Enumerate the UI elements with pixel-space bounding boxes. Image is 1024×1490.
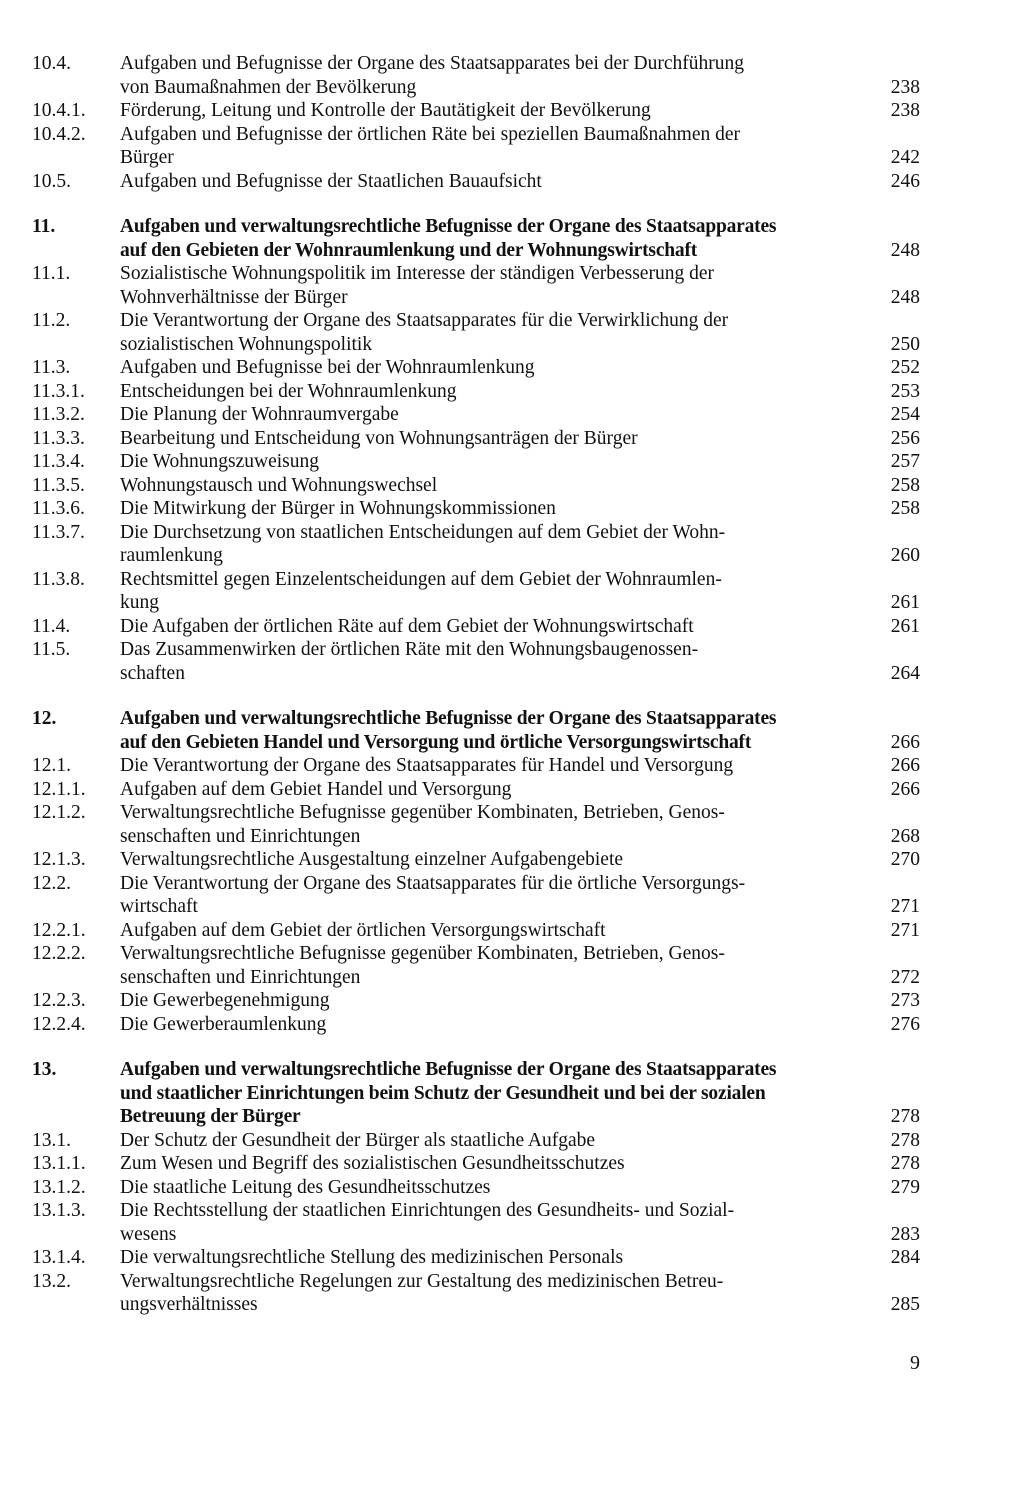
page-reference: 278	[890, 1129, 920, 1151]
section-number: 13.1.4.	[32, 1247, 86, 1268]
section-title-line: Die Wohnungszuweisung	[120, 451, 320, 472]
toc-entry	[32, 615, 920, 639]
section-title-line: auf den Gebieten Handel und Versorgung und örtliche Versorgungswirtschaft	[120, 731, 752, 753]
toc-entry	[32, 521, 920, 568]
section-title-line: senschaften und Einrichtungen	[120, 825, 361, 847]
toc-entry	[32, 170, 920, 194]
toc-entry	[32, 989, 920, 1013]
section-title-line: Die Gewerbegenehmigung	[120, 990, 330, 1011]
section-title	[120, 474, 858, 498]
section-title	[120, 170, 858, 194]
section-title-line: Der Schutz der Gesundheit der Bürger als staatliche Aufgabe	[120, 1129, 596, 1151]
toc-entry	[32, 872, 920, 919]
section-title-line: Verwaltungsrechtliche Regelungen zur Gestaltung des medizinischen Betreu-	[120, 1270, 724, 1292]
toc-entry	[32, 568, 920, 615]
page-number: 9	[910, 1352, 920, 1374]
section-number: 11.1.	[32, 263, 71, 284]
section-number: 12.1.2.	[32, 802, 86, 823]
section-number: 12.1.3.	[32, 849, 86, 870]
section-number: 11.3.2.	[32, 404, 85, 425]
section-title-line: auf den Gebieten der Wohnraumlenkung und der Wohnungswirtschaft	[120, 239, 698, 261]
section-title	[120, 942, 858, 989]
section-number: 10.5.	[32, 170, 71, 192]
section-title-line: ungsverhältnisses	[120, 1294, 258, 1315]
section-title	[120, 568, 858, 615]
section-title	[120, 801, 858, 848]
section-title	[120, 1152, 858, 1176]
section-title-line: Aufgaben und verwaltungsrechtliche Befugnisse der Organe des Staatsapparates	[120, 708, 777, 729]
section-title-line: Rechtsmittel gegen Einzelentscheidungen auf dem Gebiet der Wohnraumlen-	[120, 568, 722, 590]
section-number: 11.4.	[32, 615, 71, 637]
toc-entry	[32, 754, 920, 778]
section-title	[120, 1058, 858, 1129]
section-number: 11.3.5.	[32, 474, 85, 496]
section-title	[120, 848, 858, 872]
toc-entry	[32, 801, 920, 848]
section-number: 13.1.3.	[32, 1200, 86, 1221]
section-title-line: Aufgaben und Befugnisse der örtlichen Räte bei speziellen Baumaßnahmen der	[120, 123, 741, 145]
page-reference: 260	[890, 545, 920, 566]
page-reference: 276	[890, 1013, 920, 1035]
toc-chapter	[32, 215, 920, 262]
section-number: 11.3.	[32, 357, 71, 378]
section-title-line: Die Verantwortung der Organe des Staatsapparates für Handel und Versorgung	[120, 755, 734, 776]
section-title	[120, 497, 858, 521]
toc-entry	[32, 1270, 920, 1317]
page-reference: 264	[890, 662, 920, 684]
section-title	[120, 262, 858, 309]
section-title-line: Verwaltungsrechtliche Ausgestaltung einzelner Aufgabengebiete	[120, 849, 624, 870]
section-title	[120, 450, 858, 474]
section-title-line: Betreuung der Bürger	[120, 1106, 301, 1127]
section-number: 11.3.7.	[32, 521, 85, 543]
section-number: 11.3.1.	[32, 380, 85, 402]
page-reference: 256	[890, 427, 920, 449]
page-reference: 285	[890, 1294, 920, 1315]
section-title-line: Die Verantwortung der Organe des Staatsapparates für die örtliche Versorgungs-	[120, 872, 746, 894]
section-number: 10.4.2.	[32, 123, 86, 145]
page-reference: 242	[890, 147, 920, 168]
section-number: 12.1.	[32, 755, 71, 776]
toc-entry	[32, 1199, 920, 1246]
toc-entry	[32, 262, 920, 309]
section-title-line: sozialistischen Wohnungspolitik	[120, 333, 373, 355]
section-title	[120, 380, 858, 404]
toc-entry	[32, 942, 920, 989]
section-title-line: schaften	[120, 662, 185, 684]
section-title	[120, 403, 858, 427]
section-title	[120, 989, 858, 1013]
section-title	[120, 52, 858, 99]
section-title-line: Verwaltungsrechtliche Befugnisse gegenüber Kombinaten, Betrieben, Genos-	[120, 802, 725, 823]
section-title	[120, 215, 858, 262]
section-number: 11.3.4.	[32, 451, 85, 472]
section-title	[120, 1176, 858, 1200]
section-number: 13.1.2.	[32, 1176, 86, 1198]
section-title-line: Aufgaben und Befugnisse der Staatlichen Bauaufsicht	[120, 170, 542, 192]
section-title-line: Die Rechtsstellung der staatlichen Einrichtungen des Gesundheits- und Sozial-	[120, 1200, 735, 1221]
page-reference: 261	[890, 615, 920, 637]
section-number: 11.2.	[32, 310, 71, 331]
section-number: 13.	[32, 1059, 57, 1080]
section-title-line: Die Mitwirkung der Bürger in Wohnungskommissionen	[120, 498, 556, 519]
page-reference: 257	[890, 451, 920, 472]
section-title	[120, 872, 858, 919]
page-reference: 258	[890, 474, 920, 496]
page-reference: 250	[890, 333, 920, 355]
section-number: 13.1.1.	[32, 1153, 86, 1174]
section-title	[120, 99, 858, 123]
toc-entry	[32, 99, 920, 123]
section-number: 12.2.4.	[32, 1013, 86, 1035]
page-reference: 271	[890, 896, 920, 917]
section-title-line: Aufgaben und Befugnisse der Organe des Staatsapparates bei der Durchführung	[120, 53, 744, 74]
section-title-line: wirtschaft	[120, 896, 198, 917]
section-title-line: Verwaltungsrechtliche Befugnisse gegenüber Kombinaten, Betrieben, Genos-	[120, 943, 725, 964]
section-title-line: Die verwaltungsrechtliche Stellung des medizinischen Personals	[120, 1247, 624, 1268]
page-reference: 238	[890, 76, 920, 98]
page-reference: 283	[890, 1223, 920, 1245]
page-reference: 252	[890, 357, 920, 378]
section-title	[120, 521, 858, 568]
section-title-line: Entscheidungen bei der Wohnraumlenkung	[120, 380, 457, 402]
toc-entry	[32, 356, 920, 380]
page-reference: 266	[890, 778, 920, 800]
toc-entry	[32, 52, 920, 99]
section-title	[120, 707, 858, 754]
section-title-line: Sozialistische Wohnungspolitik im Interesse der ständigen Verbesserung der	[120, 263, 714, 284]
section-number: 10.4.1.	[32, 100, 86, 121]
section-title	[120, 919, 858, 943]
section-title-line: kung	[120, 592, 159, 613]
page-reference: 278	[890, 1106, 920, 1127]
toc-entry	[32, 848, 920, 872]
section-title-line: Das Zusammenwirken der örtlichen Räte mit den Wohnungsbaugenossen-	[120, 639, 699, 660]
page-reference: 272	[890, 966, 920, 988]
section-number: 11.	[32, 216, 56, 237]
toc-entry	[32, 309, 920, 356]
section-title-line: Die Durchsetzung von staatlichen Entscheidungen auf dem Gebiet der Wohn-	[120, 521, 726, 543]
section-number: 12.2.3.	[32, 990, 86, 1011]
toc-entry	[32, 778, 920, 802]
section-title	[120, 778, 858, 802]
section-number: 12.1.1.	[32, 778, 86, 800]
section-title	[120, 1270, 858, 1317]
toc-entry	[32, 123, 920, 170]
page-reference: 248	[890, 239, 920, 261]
toc-entry	[32, 1013, 920, 1037]
page-reference: 271	[890, 919, 920, 941]
section-title-line: Wohnungstausch und Wohnungswechsel	[120, 474, 438, 496]
section-number: 11.3.3.	[32, 427, 85, 449]
section-number: 11.3.8.	[32, 568, 85, 590]
section-title-line: raumlenkung	[120, 545, 223, 566]
section-title-line: Die Gewerberaumlenkung	[120, 1013, 327, 1035]
section-title	[120, 754, 858, 778]
section-title-line: Aufgaben auf dem Gebiet Handel und Versorgung	[120, 778, 512, 800]
page-reference: 266	[890, 755, 920, 776]
page-reference: 246	[890, 170, 920, 192]
section-number: 12.	[32, 708, 57, 729]
section-number: 10.4.	[32, 53, 71, 74]
section-title-line: Die Verantwortung der Organe des Staatsapparates für die Verwirklichung der	[120, 310, 729, 331]
section-number: 11.5.	[32, 639, 71, 660]
section-title	[120, 356, 858, 380]
page-reference: 284	[890, 1247, 920, 1268]
section-number: 13.1.	[32, 1129, 71, 1151]
section-number: 13.2.	[32, 1270, 71, 1292]
toc-entry	[32, 1176, 920, 1200]
section-title-line: Bürger	[120, 147, 174, 168]
toc-chapter	[32, 1058, 920, 1129]
section-title	[120, 1129, 858, 1153]
section-number: 12.2.1.	[32, 919, 86, 941]
toc-entry	[32, 497, 920, 521]
section-title	[120, 615, 858, 639]
section-number: 12.2.2.	[32, 943, 86, 964]
page-reference: 279	[890, 1176, 920, 1198]
toc-entry	[32, 1246, 920, 1270]
toc-entry	[32, 380, 920, 404]
page-reference: 278	[890, 1153, 920, 1174]
section-title-line: von Baumaßnahmen der Bevölkerung	[120, 76, 417, 98]
section-title-line: Wohnverhältnisse der Bürger	[120, 286, 348, 308]
section-number: 11.3.6.	[32, 498, 85, 519]
section-title-line: Förderung, Leitung und Kontrolle der Bautätigkeit der Bevölkerung	[120, 100, 651, 121]
toc-entry	[32, 427, 920, 451]
section-title-line: und staatlicher Einrichtungen beim Schutz der Gesundheit und bei der sozialen	[120, 1082, 766, 1104]
section-title-line: Aufgaben auf dem Gebiet der örtlichen Versorgungswirtschaft	[120, 919, 606, 941]
page-reference: 268	[890, 825, 920, 847]
section-title-line: Zum Wesen und Begriff des sozialistischen Gesundheitsschutzes	[120, 1153, 625, 1174]
toc-entry	[32, 1152, 920, 1176]
section-title-line: Bearbeitung und Entscheidung von Wohnungsanträgen der Bürger	[120, 427, 638, 449]
section-title-line: Die Planung der Wohnraumvergabe	[120, 404, 399, 425]
section-title	[120, 309, 858, 356]
toc-entry	[32, 919, 920, 943]
toc-entry	[32, 638, 920, 685]
toc-entry	[32, 403, 920, 427]
toc-entry	[32, 474, 920, 498]
section-title-line: Aufgaben und verwaltungsrechtliche Befugnisse der Organe des Staatsapparates	[120, 1059, 777, 1080]
page-reference: 270	[890, 849, 920, 870]
section-title-line: Die Aufgaben der örtlichen Räte auf dem Gebiet der Wohnungswirtschaft	[120, 615, 694, 637]
table-of-contents	[32, 52, 920, 1317]
page-reference: 273	[890, 990, 920, 1011]
section-title-line: Aufgaben und Befugnisse bei der Wohnraumlenkung	[120, 357, 535, 378]
section-title	[120, 427, 858, 451]
section-title	[120, 1246, 858, 1270]
section-title-line: Aufgaben und verwaltungsrechtliche Befugnisse der Organe des Staatsapparates	[120, 216, 777, 237]
toc-chapter	[32, 707, 920, 754]
toc-entry	[32, 450, 920, 474]
toc-entry	[32, 1129, 920, 1153]
section-title	[120, 638, 858, 685]
section-number: 12.2.	[32, 872, 71, 894]
section-title	[120, 123, 858, 170]
section-title-line: senschaften und Einrichtungen	[120, 966, 361, 988]
section-title	[120, 1199, 858, 1246]
page-reference: 238	[890, 100, 920, 121]
page-reference: 253	[890, 380, 920, 402]
page-reference: 248	[890, 286, 920, 308]
section-title-line: Die staatliche Leitung des Gesundheitsschutzes	[120, 1176, 491, 1198]
page-reference: 261	[890, 592, 920, 613]
page-reference: 266	[890, 731, 920, 753]
section-title-line: wesens	[120, 1223, 177, 1245]
section-title	[120, 1013, 858, 1037]
page-reference: 254	[890, 404, 920, 425]
page-reference: 258	[890, 498, 920, 519]
